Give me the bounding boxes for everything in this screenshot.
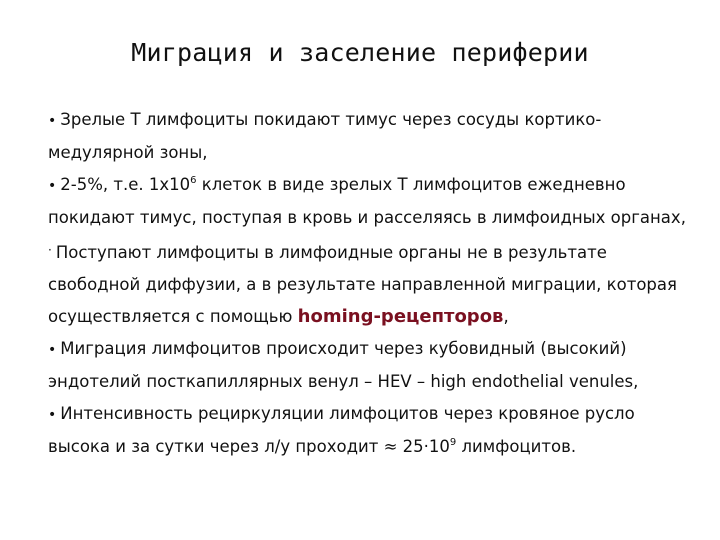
- bullet-marker: •: [48, 113, 57, 129]
- slide-body: [48, 104, 688, 463]
- paragraph-text: ,: [503, 307, 509, 326]
- paragraph-text: лимфоцитов.: [456, 437, 577, 456]
- superscript: 6: [190, 175, 197, 186]
- paragraph-text: Миграция лимфоцитов происходит через кубовидный (высокий) эндотелий посткапиллярных венул – HEV – high endothelial venules,: [48, 339, 639, 391]
- bullet-marker: •: [48, 178, 57, 194]
- bullet-marker: •: [48, 407, 57, 423]
- slide-title: Миграция и заселение периферии: [131, 38, 589, 67]
- paragraph-text: 2-5%, т.е. 1х10: [60, 175, 191, 194]
- paragraph-text: Поступают лимфоциты в лимфоидные органы не в результате свободной диффузии, а в результате направленной миграции, которая осуществляется с помощью: [48, 243, 677, 326]
- paragraph-text: Интенсивность рециркуляции лимфоцитов через кровяное русло высока и за сутки через л/у проходит ≈ 25·10: [48, 404, 635, 456]
- bullet-paragraph-4: [48, 333, 688, 398]
- bullet-paragraph-3: [48, 234, 688, 333]
- bullet-paragraph-5: [48, 398, 688, 463]
- bullet-paragraph-1: [48, 104, 688, 169]
- paragraph-text: клеток в виде зрелых Т лимфоцитов ежедневно покидают тимус, поступая в кровь и расселяясь в лимфоидных органах,: [48, 175, 686, 227]
- bullet-paragraph-2: [48, 169, 688, 234]
- highlighted-term: homing-рецепторов: [297, 306, 504, 327]
- bullet-marker: •: [48, 342, 57, 358]
- superscript: 9: [449, 437, 457, 448]
- paragraph-text: Зрелые Т лимфоциты покидают тимус через сосуды кортико-медулярной зоны,: [48, 110, 602, 162]
- bullet-marker: ·: [48, 243, 52, 257]
